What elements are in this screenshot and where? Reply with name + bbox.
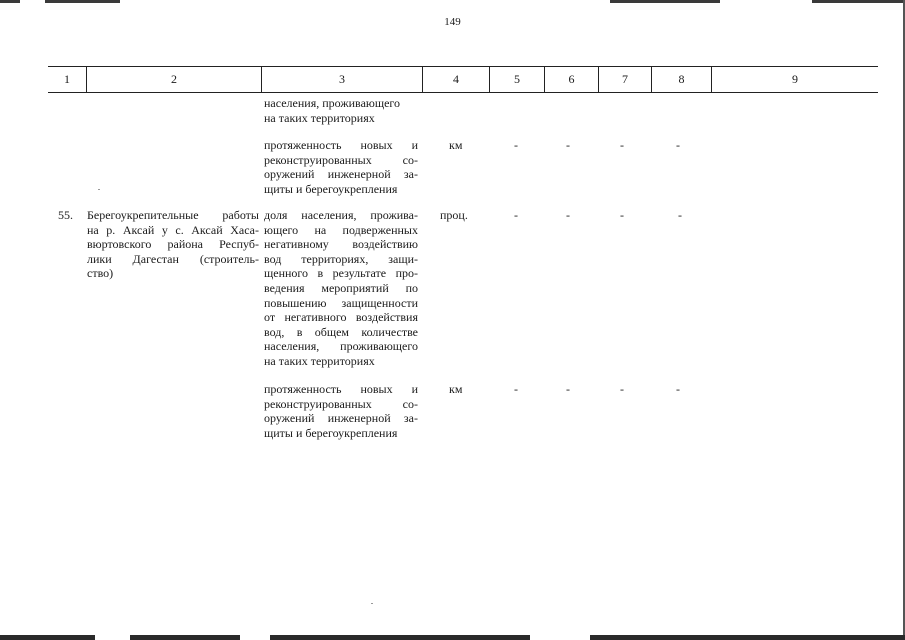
name-line: на р. Аксай у с. Аксай Хаса-	[87, 222, 259, 237]
value-cell: -	[678, 208, 682, 222]
value-cell: -	[620, 208, 624, 222]
indicator-line: повышению защищенности	[264, 295, 418, 310]
name-line: Берегоукрепительные работы	[87, 208, 259, 222]
indicator-line: на таких территориях	[264, 110, 375, 125]
indicator-line: щенного в результате про-	[264, 266, 418, 281]
column-header-5: 5	[489, 67, 544, 92]
indicator-line: ющего на подверженных	[264, 222, 418, 237]
table-row	[264, 382, 418, 440]
indicator-line: населения, проживающего	[264, 339, 418, 354]
value-cell: -	[676, 138, 680, 152]
value-cell: -	[676, 382, 680, 396]
table-row	[264, 138, 418, 196]
indicator-line: протяженность новых и	[264, 138, 418, 152]
row-number: 55.	[58, 208, 73, 222]
indicator-line: реконструированных со-	[264, 396, 418, 411]
table-row	[264, 96, 418, 125]
column-header-8: 8	[651, 67, 711, 92]
indicator-line: негативному воздействию	[264, 237, 418, 252]
value-cell: -	[566, 208, 570, 222]
scan-speck	[371, 603, 373, 604]
scan-edge-bottom	[0, 635, 905, 640]
indicator-line: реконструированных со-	[264, 152, 418, 167]
indicator-line: ведения мероприятий по	[264, 280, 418, 295]
scan-speck	[98, 189, 100, 190]
unit-cell: км	[449, 382, 463, 396]
column-header-9: 9	[711, 67, 878, 92]
column-header-1: 1	[64, 72, 70, 86]
project-name	[87, 208, 259, 281]
scan-edge-top	[0, 0, 905, 3]
indicator-line: щиты и берегоукрепления	[264, 181, 398, 196]
indicator-line: от негативного воздействия	[264, 310, 418, 325]
indicator-line: оружений инженерной за-	[264, 167, 418, 182]
indicator-line: вод территориях, защи-	[264, 251, 418, 266]
unit-cell: проц.	[440, 208, 468, 222]
indicator-line: на таких территориях	[264, 353, 375, 368]
name-line: вюртовского района Респуб-	[87, 237, 259, 252]
indicator-line: населения, проживающего	[264, 96, 401, 110]
column-header-2: 2	[86, 67, 261, 92]
value-cell: -	[566, 382, 570, 396]
value-cell: -	[514, 382, 518, 396]
name-line: лики Дагестан (строитель-	[87, 251, 259, 266]
value-cell: -	[514, 138, 518, 152]
column-header-6: 6	[544, 67, 598, 92]
column-header-4: 4	[422, 67, 489, 92]
indicator-line: протяженность новых и	[264, 382, 418, 396]
value-cell: -	[514, 208, 518, 222]
indicator-line: щиты и берегоукрепления	[264, 425, 398, 440]
value-cell: -	[620, 382, 624, 396]
table-header	[48, 66, 878, 93]
table-row	[264, 208, 418, 369]
indicator-line: вод, в общем количестве	[264, 324, 418, 339]
column-header-7: 7	[598, 67, 651, 92]
value-cell: -	[620, 138, 624, 152]
indicator-line: оружений инженерной за-	[264, 411, 418, 426]
unit-cell: км	[449, 138, 463, 152]
value-cell: -	[566, 138, 570, 152]
name-line: ство)	[87, 266, 114, 281]
indicator-line: доля населения, прожива-	[264, 208, 418, 222]
column-header-3: 3	[261, 67, 422, 92]
page-number: 149	[444, 16, 461, 28]
